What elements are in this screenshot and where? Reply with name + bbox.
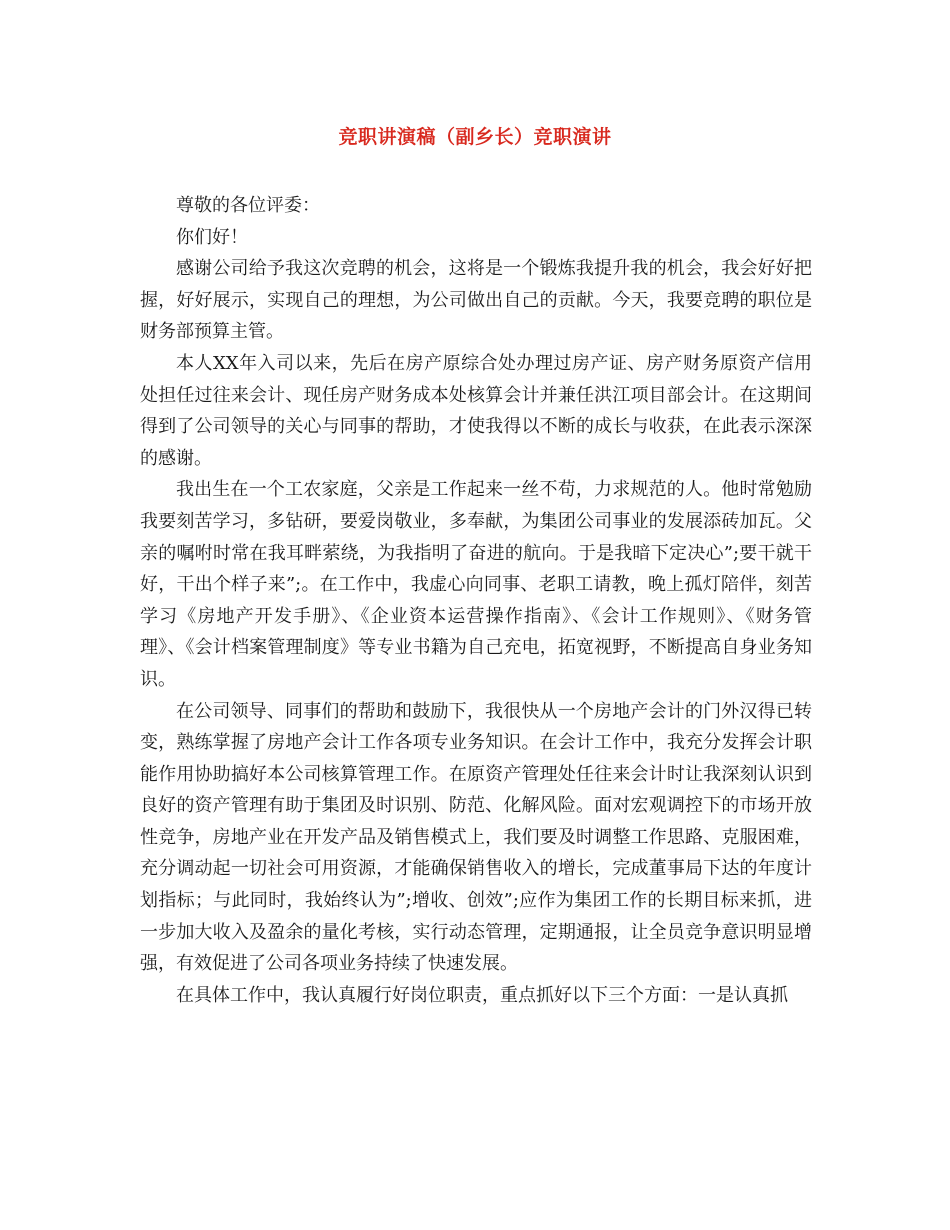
body-paragraph: 本人XX年入司以来，先后在房产原综合处办理过房产证、房产财务原资产信用处担任过往来会计、现任房产财务成本处核算会计并兼任洪江项目部会计。在这期间得到了公司领导的关心与同事的帮助，才使我得以不断的成长与收获，在此表示深深的感谢。 bbox=[140, 352, 812, 469]
body-paragraph: 我出生在一个工农家庭，父亲是工作起来一丝不苟，力求规范的人。他时常勉励我要刻苦学习，多钻研，要爱岗敬业，多奉献，为集团公司事业的发展添砖加瓦。父亲的嘱咐时常在我耳畔萦绕，为我指明了奋进的航向。于是我暗下定决心”;要干就干好，干出个样子来”;。在工作中，我虚心向同事、老职工请教，晚上孤灯陪伴，刻苦学习《房地产开发手册》、《企业资本运营操作指南》、《会计工作规则》、《财务管理》、《会计档案管理制度》等专业书籍为自己充电，拓宽视野，不断提高自身业务知识。 bbox=[140, 479, 812, 690]
body-paragraph: 在具体工作中，我认真履行好岗位职责，重点抓好以下三个方面：一是认真抓 bbox=[176, 984, 788, 1006]
body-paragraph: 感谢公司给予我这次竞聘的机会，这将是一个锻炼我提升我的机会，我会好好把握，好好展示，实现自己的理想，为公司做出自己的贡献。今天，我要竞聘的职位是财务部预算主管。 bbox=[140, 258, 812, 343]
body-paragraph: 在公司领导、同事们的帮助和鼓励下，我很快从一个房地产会计的门外汉得已转变，熟练掌握了房地产会计工作各项专业务知识。在会计工作中，我充分发挥会计职能作用协助搞好本公司核算管理工作。在原资产管理处任往来会计时让我深刻认识到良好的资产管理有助于集团及时识别、防范、化解风险。面对宏观调控下的市场开放性竞争，房地产业在开发产品及销售模式上，我们要及时调整工作思路、克服困难，充分调动起一切社会可用资源，才能确保销售收入的增长，完成董事局下达的年度计划指标；与此同时，我始终认为”;增收、创效”;应作为集团工作的长期目标来抓，进一步加大收入及盈余的量化考核，实行动态管理，定期通报，让全员竞争意识明显增强，有效促进了公司各项业务持续了快速发展。 bbox=[140, 700, 812, 975]
document-title: 竞职讲演稿（副乡长）竞职演讲 bbox=[338, 126, 612, 148]
salutation-paragraph: 尊敬的各位评委： bbox=[176, 195, 320, 216]
document-body bbox=[140, 190, 812, 1011]
greeting-paragraph: 你们好！ bbox=[176, 226, 248, 248]
